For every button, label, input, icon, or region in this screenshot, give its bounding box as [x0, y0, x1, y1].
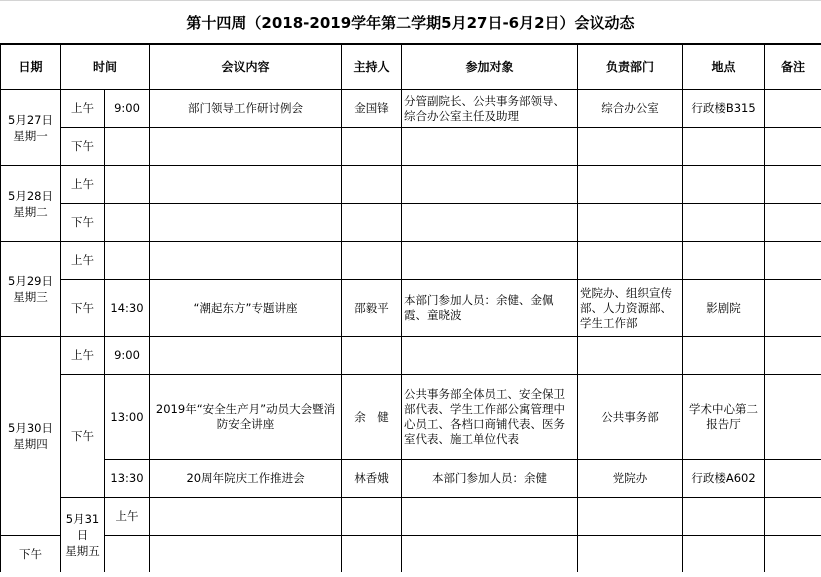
meeting-time: 13:30	[105, 460, 150, 498]
day-weekday: 星期三	[13, 290, 48, 304]
empty-cell	[765, 204, 821, 242]
period-cell: 下午	[61, 375, 105, 498]
empty-cell	[150, 204, 342, 242]
day-weekday: 星期二	[13, 204, 48, 219]
day-weekday: 星期四	[13, 437, 48, 451]
empty-cell	[683, 242, 765, 280]
empty-cell	[683, 204, 765, 242]
table-row	[1, 242, 821, 280]
period-cell: 下午	[61, 280, 105, 337]
empty-cell	[150, 242, 342, 280]
empty-cell	[683, 536, 765, 573]
day-date: 5月28日	[8, 188, 53, 203]
meeting-department: 公共事务部	[578, 375, 683, 460]
meeting-participants: 分管副院长、公共事务部领导、综合办公室主任及助理	[402, 90, 578, 128]
period-cell: 上午	[61, 337, 105, 375]
empty-cell	[683, 498, 765, 536]
table-row	[1, 204, 821, 242]
meeting-participants	[402, 337, 578, 375]
empty-cell	[105, 204, 150, 242]
period-cell: 下午	[61, 128, 105, 166]
meeting-remark	[765, 90, 821, 128]
empty-cell	[578, 128, 683, 166]
header-department: 负责部门	[578, 45, 683, 90]
meeting-content: 20周年院庆工作推进会	[150, 460, 342, 498]
period-cell: 上午	[105, 498, 150, 536]
meeting-location: 学术中心第二报告厅	[683, 375, 765, 460]
empty-cell	[342, 536, 402, 573]
empty-cell	[578, 536, 683, 573]
empty-cell	[402, 166, 578, 204]
day-cell	[1, 242, 61, 337]
meeting-content: 部门领导工作研讨例会	[150, 90, 342, 128]
meeting-location: 行政楼B315	[683, 90, 765, 128]
header-location: 地点	[683, 45, 765, 90]
day-cell	[1, 337, 61, 536]
day-cell	[1, 166, 61, 242]
table-row	[1, 280, 821, 337]
table-row	[1, 498, 821, 536]
table-row	[1, 460, 821, 498]
period-cell: 下午	[61, 204, 105, 242]
meeting-host: 邵毅平	[342, 280, 402, 337]
empty-cell	[765, 536, 821, 573]
meeting-department: 综合办公室	[578, 90, 683, 128]
header-participants: 参加对象	[402, 45, 578, 90]
table-row	[1, 166, 821, 204]
meeting-remark	[765, 460, 821, 498]
meeting-location	[683, 337, 765, 375]
meeting-time: 9:00	[105, 337, 150, 375]
empty-cell	[150, 536, 342, 573]
meeting-host: 余 健	[342, 375, 402, 460]
table-row	[1, 337, 821, 375]
meeting-participants: 本部门参加人员：余健	[402, 460, 578, 498]
header-row	[1, 45, 821, 90]
empty-cell	[402, 128, 578, 166]
day-weekday: 星期五	[65, 544, 100, 558]
empty-cell	[765, 242, 821, 280]
day-date: 5月31日	[65, 512, 100, 542]
empty-cell	[765, 128, 821, 166]
meeting-remark	[765, 375, 821, 460]
empty-cell	[342, 242, 402, 280]
period-cell: 下午	[1, 536, 61, 573]
header-time: 时间	[61, 45, 150, 90]
meeting-participants: 公共事务部全体员工、安全保卫部代表、学生工作部公寓管理中心员工、各档口商铺代表、医务室代表、施工单位代表	[402, 375, 578, 460]
period-cell: 上午	[61, 242, 105, 280]
empty-cell	[402, 242, 578, 280]
period-cell: 上午	[61, 90, 105, 128]
meeting-remark	[765, 280, 821, 337]
meeting-host: 金国锋	[342, 90, 402, 128]
header-content: 会议内容	[150, 45, 342, 90]
meeting-location: 影剧院	[683, 280, 765, 337]
period-cell: 上午	[61, 166, 105, 204]
empty-cell	[578, 166, 683, 204]
meeting-time: 9:00	[105, 90, 150, 128]
header-date: 日期	[1, 45, 61, 90]
meeting-participants: 本部门参加人员：余健、金佩霞、童晓波	[402, 280, 578, 337]
day-cell	[1, 90, 61, 166]
empty-cell	[342, 204, 402, 242]
empty-cell	[402, 536, 578, 573]
empty-cell	[150, 498, 342, 536]
empty-cell	[342, 498, 402, 536]
meeting-department: 党院办、组织宣传部、人力资源部、学生工作部	[578, 280, 683, 337]
schedule-table	[0, 44, 821, 572]
empty-cell	[683, 166, 765, 204]
table-row	[1, 128, 821, 166]
meeting-content: “潮起东方”专题讲座	[150, 280, 342, 337]
table-row	[1, 90, 821, 128]
empty-cell	[683, 128, 765, 166]
meeting-time: 14:30	[105, 280, 150, 337]
empty-cell	[105, 166, 150, 204]
empty-cell	[578, 204, 683, 242]
meeting-content: 2019年“安全生产月”动员大会暨消防安全讲座	[150, 375, 342, 460]
empty-cell	[578, 242, 683, 280]
empty-cell	[105, 128, 150, 166]
empty-cell	[402, 498, 578, 536]
empty-cell	[105, 242, 150, 280]
empty-cell	[765, 166, 821, 204]
empty-cell	[150, 128, 342, 166]
meeting-host: 林香娥	[342, 460, 402, 498]
meeting-time: 13:00	[105, 375, 150, 460]
empty-cell	[402, 204, 578, 242]
empty-cell	[578, 498, 683, 536]
header-host: 主持人	[342, 45, 402, 90]
table-row	[1, 536, 821, 573]
empty-cell	[342, 128, 402, 166]
table-row	[1, 375, 821, 460]
day-date: 5月29日	[8, 274, 53, 288]
day-weekday: 星期一	[13, 128, 48, 143]
meeting-remark	[765, 337, 821, 375]
header-remark: 备注	[765, 45, 821, 90]
empty-cell	[342, 166, 402, 204]
meeting-content	[150, 337, 342, 375]
day-date: 5月30日	[8, 421, 53, 435]
empty-cell	[765, 498, 821, 536]
meeting-department: 党院办	[578, 460, 683, 498]
meeting-location: 行政楼A602	[683, 460, 765, 498]
meeting-host	[342, 337, 402, 375]
day-date: 5月27日	[8, 112, 53, 127]
sheet-title: 第十四周（2018-2019学年第二学期5月27日-6月2日）会议动态	[0, 0, 821, 44]
empty-cell	[105, 536, 150, 573]
day-cell	[61, 498, 105, 573]
empty-cell	[150, 166, 342, 204]
meeting-department	[578, 337, 683, 375]
